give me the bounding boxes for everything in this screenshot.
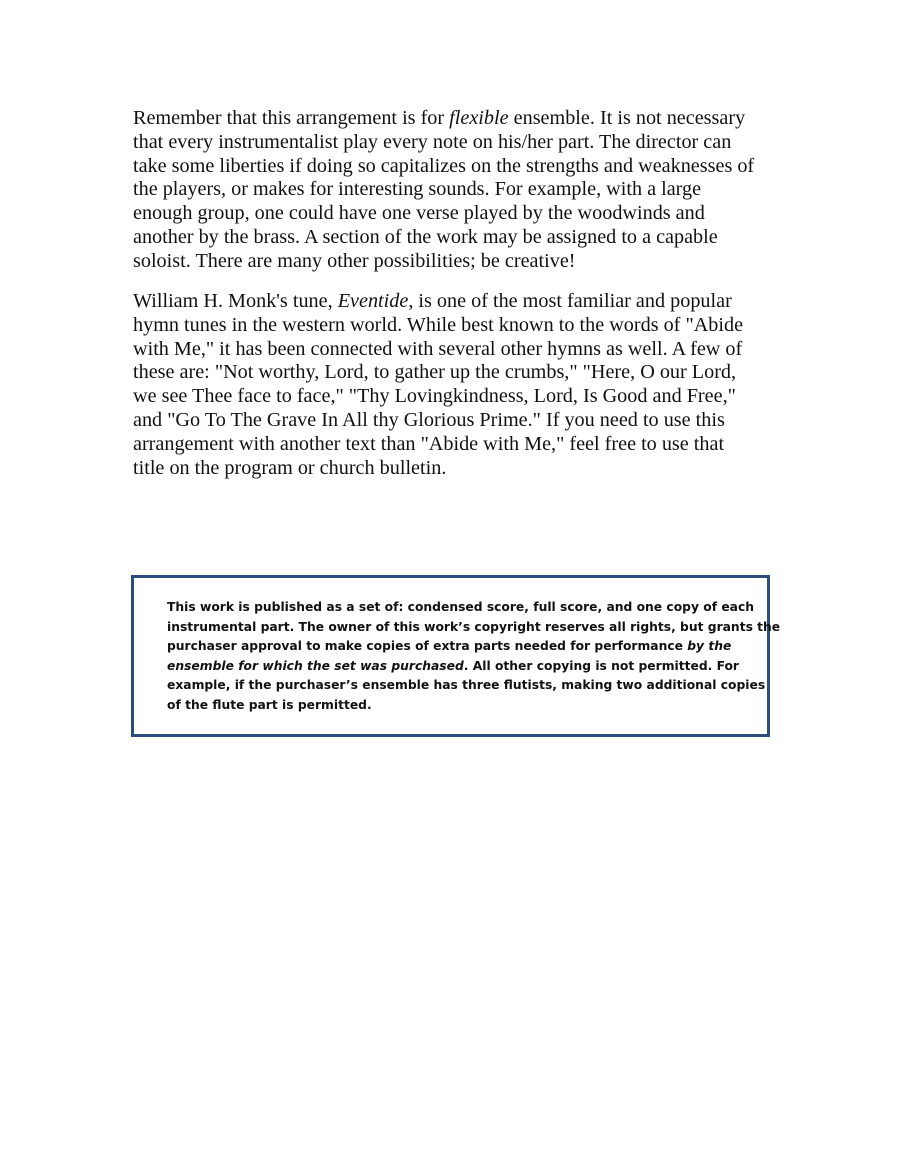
text-line: with Me," it has been connected with several other hymns as well. A few of (133, 337, 743, 360)
text-line: William H. Monk's tune, Eventide, is one of the most familiar and popular (133, 290, 732, 312)
copyright-notice-box (131, 575, 781, 737)
text-line: another by the brass. A section of the work may be assigned to a capable (133, 225, 718, 248)
emphasis-flexible: flexible (449, 107, 509, 129)
text-line: This work is published as a set of: condensed score, full score, and one copy of each (167, 600, 755, 614)
text-line: the players, or makes for interesting sounds. For example, with a large (133, 178, 702, 201)
text-line: enough group, one could have one verse played by the woodwinds and (133, 202, 705, 225)
paragraph-flexible-ensemble (133, 107, 783, 274)
text-line: we see Thee face to face," "Thy Lovingkindness, Lord, Is Good and Free," (133, 385, 736, 408)
emphasis-by-the: by the (687, 639, 732, 654)
text-line: ensemble for which the set was purchased. All other copying is not permitted. For (167, 658, 739, 673)
text-line: soloist. There are many other possibilities; be creative! (133, 249, 576, 272)
text-line: hymn tunes in the western world. While best known to the words of "Abide (133, 313, 744, 336)
emphasis-ensemble-purchased: ensemble for which the set was purchased (167, 658, 464, 673)
text-line: that every instrumentalist play every note on his/her part. The director can (133, 130, 732, 153)
text-line: example, if the purchaser’s ensemble has three flutists, making two additional copies (167, 678, 766, 693)
text-line: instrumental part. The owner of this work’s copyright reserves all rights, but grants the (167, 619, 781, 634)
paragraph-eventide (133, 290, 783, 480)
text-line: title on the program or church bulletin. (133, 456, 447, 479)
copyright-notice-text (167, 598, 781, 716)
text-line: and "Go To The Grave In All thy Glorious Prime." If you need to use this (133, 408, 725, 431)
text-line: of the flute part is permitted. (167, 697, 372, 712)
text-line: take some liberties if doing so capitalizes on the strengths and weaknesses of (133, 154, 755, 177)
text-line: these are: "Not worthy, Lord, to gather up the crumbs," "Here, O our Lord, (133, 361, 737, 384)
text-line: Remember that this arrangement is for flexible ensemble. It is not necessary (133, 107, 746, 129)
text-line: arrangement with another text than "Abide with Me," feel free to use that (133, 432, 725, 455)
text-line: purchaser approval to make copies of extra parts needed for performance by the (167, 639, 732, 654)
emphasis-eventide: Eventide (337, 290, 409, 312)
